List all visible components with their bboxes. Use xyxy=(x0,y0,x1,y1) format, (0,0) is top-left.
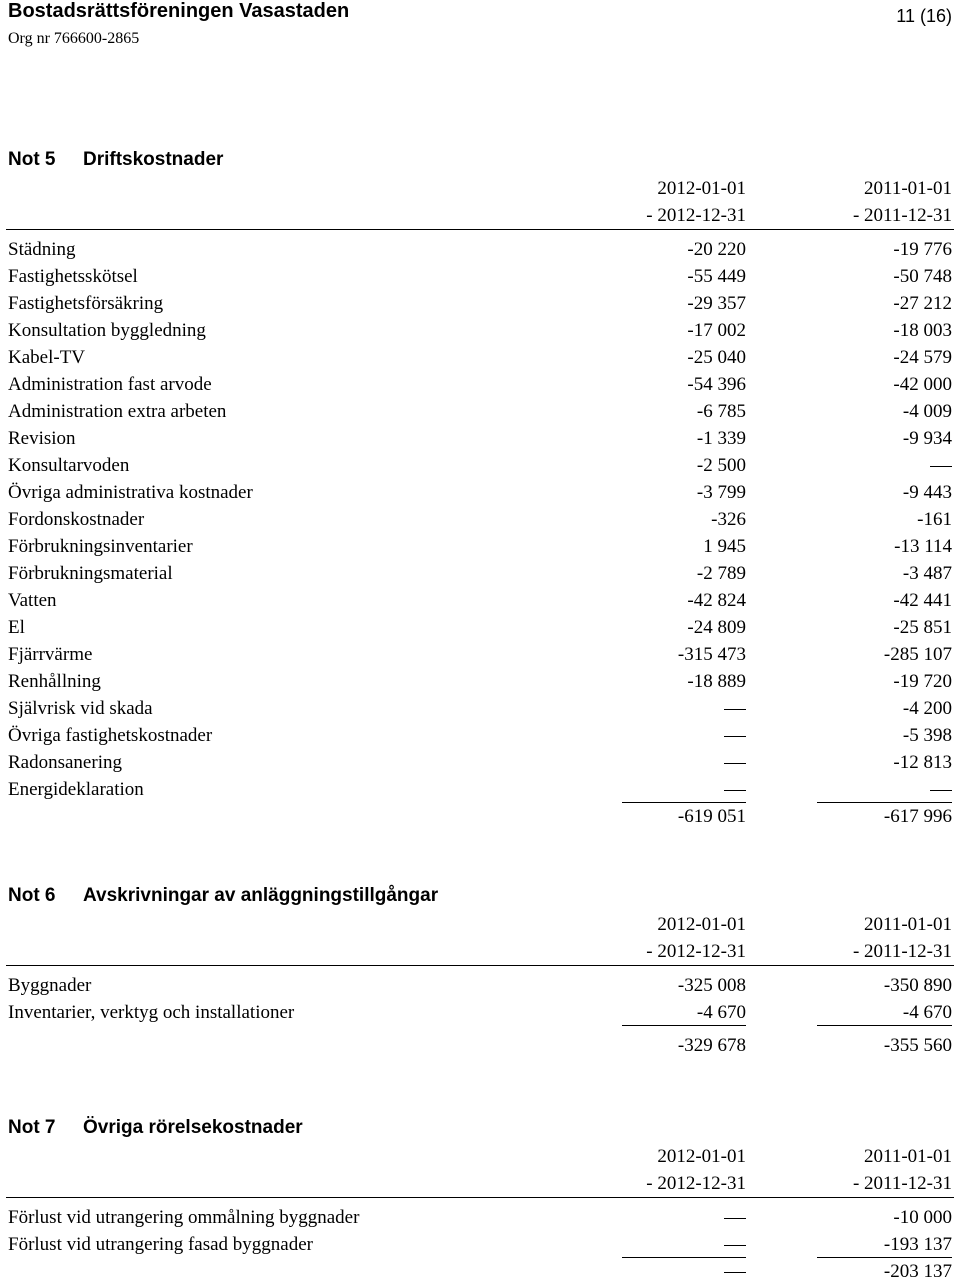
value-2012: 1 945 xyxy=(703,536,746,557)
empty-value-dash xyxy=(724,763,746,764)
note-heading xyxy=(0,1113,960,1143)
table-row xyxy=(0,695,960,722)
value-2011: -350 890 xyxy=(883,975,952,996)
note-5-section xyxy=(0,145,960,830)
row-label: Fordonskostnader xyxy=(8,509,145,530)
value-2011: -161 xyxy=(917,509,952,530)
row-label: Konsultation byggledning xyxy=(8,320,206,341)
table-row xyxy=(0,587,960,614)
value-2012: -325 008 xyxy=(677,975,746,996)
value-2011: -285 107 xyxy=(883,644,952,665)
empty-value-dash xyxy=(724,1218,746,1219)
value-2012: -3 799 xyxy=(696,482,746,503)
period-end-2011: - 2011-12-31 xyxy=(852,1173,952,1194)
subtotal-rule-2012 xyxy=(622,1025,746,1026)
period-end-2011: - 2011-12-31 xyxy=(852,941,952,962)
row-label: Städning xyxy=(8,239,76,260)
table-row xyxy=(0,344,960,371)
total-2011: -203 137 xyxy=(883,1261,952,1282)
table-row xyxy=(0,236,960,263)
value-2012 xyxy=(724,776,746,803)
table-row xyxy=(0,317,960,344)
header-rule xyxy=(6,965,954,966)
total-2012: -329 678 xyxy=(677,1035,746,1056)
period-end-2012: - 2012-12-31 xyxy=(646,941,746,962)
value-2012: -6 785 xyxy=(696,401,746,422)
value-2011: -25 851 xyxy=(893,617,952,638)
note-rows xyxy=(0,1204,960,1258)
table-row xyxy=(0,668,960,695)
value-2011: -19 776 xyxy=(893,239,952,260)
value-2011: -18 003 xyxy=(893,320,952,341)
total-row xyxy=(0,1032,960,1059)
value-2012 xyxy=(724,722,746,749)
table-row xyxy=(0,972,960,999)
value-2011: -4 200 xyxy=(902,698,952,719)
value-2011: -27 212 xyxy=(893,293,952,314)
value-2011: -19 720 xyxy=(893,671,952,692)
total-2012 xyxy=(724,1258,746,1285)
table-row xyxy=(0,452,960,479)
row-label: Förbrukningsmaterial xyxy=(8,563,173,584)
row-label: Övriga administrativa kostnader xyxy=(8,482,253,503)
value-2012: -2 500 xyxy=(696,455,746,476)
period-start-2011: 2011-01-01 xyxy=(864,914,952,935)
table-row xyxy=(0,614,960,641)
row-label: Energideklaration xyxy=(8,779,144,800)
total-row xyxy=(0,803,960,830)
row-label: Administration extra arbeten xyxy=(8,401,227,422)
period-end-row xyxy=(0,1170,960,1197)
period-end-row xyxy=(0,202,960,229)
table-row xyxy=(0,533,960,560)
total-row xyxy=(0,1258,960,1285)
note-heading xyxy=(0,145,960,175)
period-start-row xyxy=(0,1143,960,1170)
value-2011: -4 009 xyxy=(902,401,952,422)
value-2011: -4 670 xyxy=(902,1002,952,1023)
note-7-section xyxy=(0,1113,960,1285)
organization-number: Org nr 766600-2865 xyxy=(8,30,140,47)
table-row xyxy=(0,398,960,425)
period-end-2011: - 2011-12-31 xyxy=(852,205,952,226)
table-row xyxy=(0,749,960,776)
row-label: Radonsanering xyxy=(8,752,122,773)
note-title: Driftskostnader xyxy=(83,149,224,170)
period-start-2011: 2011-01-01 xyxy=(864,178,952,199)
row-label: El xyxy=(8,617,25,638)
value-2012: -29 357 xyxy=(687,293,746,314)
period-start-2011: 2011-01-01 xyxy=(864,1146,952,1167)
value-2011: -9 934 xyxy=(902,428,952,449)
period-start-row xyxy=(0,911,960,938)
note-title: Övriga rörelsekostnader xyxy=(83,1117,303,1138)
value-2011: -50 748 xyxy=(893,266,952,287)
empty-value-dash xyxy=(724,790,746,791)
row-label: Förlust vid utrangering ommålning byggnader xyxy=(8,1207,360,1228)
value-2012: -17 002 xyxy=(687,320,746,341)
table-row xyxy=(0,560,960,587)
row-label: Fastighetsskötsel xyxy=(8,266,138,287)
value-2011: -42 441 xyxy=(893,590,952,611)
value-2012: -42 824 xyxy=(687,590,746,611)
value-2011: -3 487 xyxy=(902,563,952,584)
note-heading xyxy=(0,881,960,911)
row-label: Kabel-TV xyxy=(8,347,86,368)
header-rule xyxy=(6,1197,954,1198)
row-label: Förlust vid utrangering fasad byggnader xyxy=(8,1234,313,1255)
note-number: Not 5 xyxy=(8,149,56,170)
table-row xyxy=(0,371,960,398)
total-2012: -619 051 xyxy=(677,806,746,827)
total-2011: -617 996 xyxy=(883,806,952,827)
value-2011: -193 137 xyxy=(883,1234,952,1255)
value-2012: -25 040 xyxy=(687,347,746,368)
note-number: Not 7 xyxy=(8,1117,56,1138)
total-2011: -355 560 xyxy=(883,1035,952,1056)
organization-name: Bostadsrättsföreningen Vasastaden xyxy=(8,0,350,22)
note-title: Avskrivningar av anläggningstillgångar xyxy=(83,885,439,906)
row-label: Renhållning xyxy=(8,671,101,692)
value-2011: -13 114 xyxy=(894,536,952,557)
period-start-2012: 2012-01-01 xyxy=(657,178,746,199)
table-row xyxy=(0,999,960,1026)
empty-value-dash xyxy=(724,1272,746,1273)
table-row xyxy=(0,722,960,749)
value-2012: -18 889 xyxy=(687,671,746,692)
table-row xyxy=(0,479,960,506)
note-rows xyxy=(0,972,960,1026)
row-label: Byggnader xyxy=(8,975,92,996)
row-label: Övriga fastighetskostnader xyxy=(8,725,213,746)
row-label: Vatten xyxy=(8,590,57,611)
row-label: Självrisk vid skada xyxy=(8,698,153,719)
table-row xyxy=(0,290,960,317)
empty-value-dash xyxy=(930,790,952,791)
value-2011 xyxy=(930,776,952,803)
value-2011: -42 000 xyxy=(893,374,952,395)
period-start-2012: 2012-01-01 xyxy=(657,1146,746,1167)
empty-value-dash xyxy=(724,736,746,737)
period-start-row xyxy=(0,175,960,202)
value-2012: -54 396 xyxy=(687,374,746,395)
value-2012 xyxy=(724,749,746,776)
value-2011: -12 813 xyxy=(893,752,952,773)
note-number: Not 6 xyxy=(8,885,56,906)
table-row xyxy=(0,506,960,533)
row-label: Revision xyxy=(8,428,76,449)
value-2011: -24 579 xyxy=(893,347,952,368)
value-2011 xyxy=(930,452,952,479)
table-row xyxy=(0,1231,960,1258)
value-2012: -326 xyxy=(711,509,746,530)
value-2012 xyxy=(724,1231,746,1258)
subtotal-rule-2011 xyxy=(817,1025,952,1026)
row-label: Fjärrvärme xyxy=(8,644,93,665)
value-2012: -2 789 xyxy=(696,563,746,584)
period-end-row xyxy=(0,938,960,965)
value-2012: -315 473 xyxy=(677,644,746,665)
value-2011: -9 443 xyxy=(902,482,952,503)
table-row xyxy=(0,1204,960,1231)
value-2012 xyxy=(724,695,746,722)
value-2012: -1 339 xyxy=(696,428,746,449)
empty-value-dash xyxy=(930,466,952,467)
value-2011: -5 398 xyxy=(902,725,952,746)
table-row xyxy=(0,425,960,452)
row-label: Konsultarvoden xyxy=(8,455,130,476)
value-2012 xyxy=(724,1204,746,1231)
note-rows xyxy=(0,236,960,803)
empty-value-dash xyxy=(724,709,746,710)
header-rule xyxy=(6,229,954,230)
note-6-section xyxy=(0,881,960,1059)
table-row xyxy=(0,776,960,803)
value-2012: -4 670 xyxy=(696,1002,746,1023)
row-label: Administration fast arvode xyxy=(8,374,212,395)
period-end-2012: - 2012-12-31 xyxy=(646,1173,746,1194)
row-label: Fastighetsförsäkring xyxy=(8,293,164,314)
value-2011: -10 000 xyxy=(893,1207,952,1228)
value-2012: -55 449 xyxy=(687,266,746,287)
period-start-2012: 2012-01-01 xyxy=(657,914,746,935)
row-label: Inventarier, verktyg och installationer xyxy=(8,1002,295,1023)
period-end-2012: - 2012-12-31 xyxy=(646,205,746,226)
table-row xyxy=(0,263,960,290)
value-2012: -20 220 xyxy=(687,239,746,260)
value-2012: -24 809 xyxy=(687,617,746,638)
row-label: Förbrukningsinventarier xyxy=(8,536,193,557)
page-number: 11 (16) xyxy=(896,6,952,26)
table-row xyxy=(0,641,960,668)
empty-value-dash xyxy=(724,1245,746,1246)
